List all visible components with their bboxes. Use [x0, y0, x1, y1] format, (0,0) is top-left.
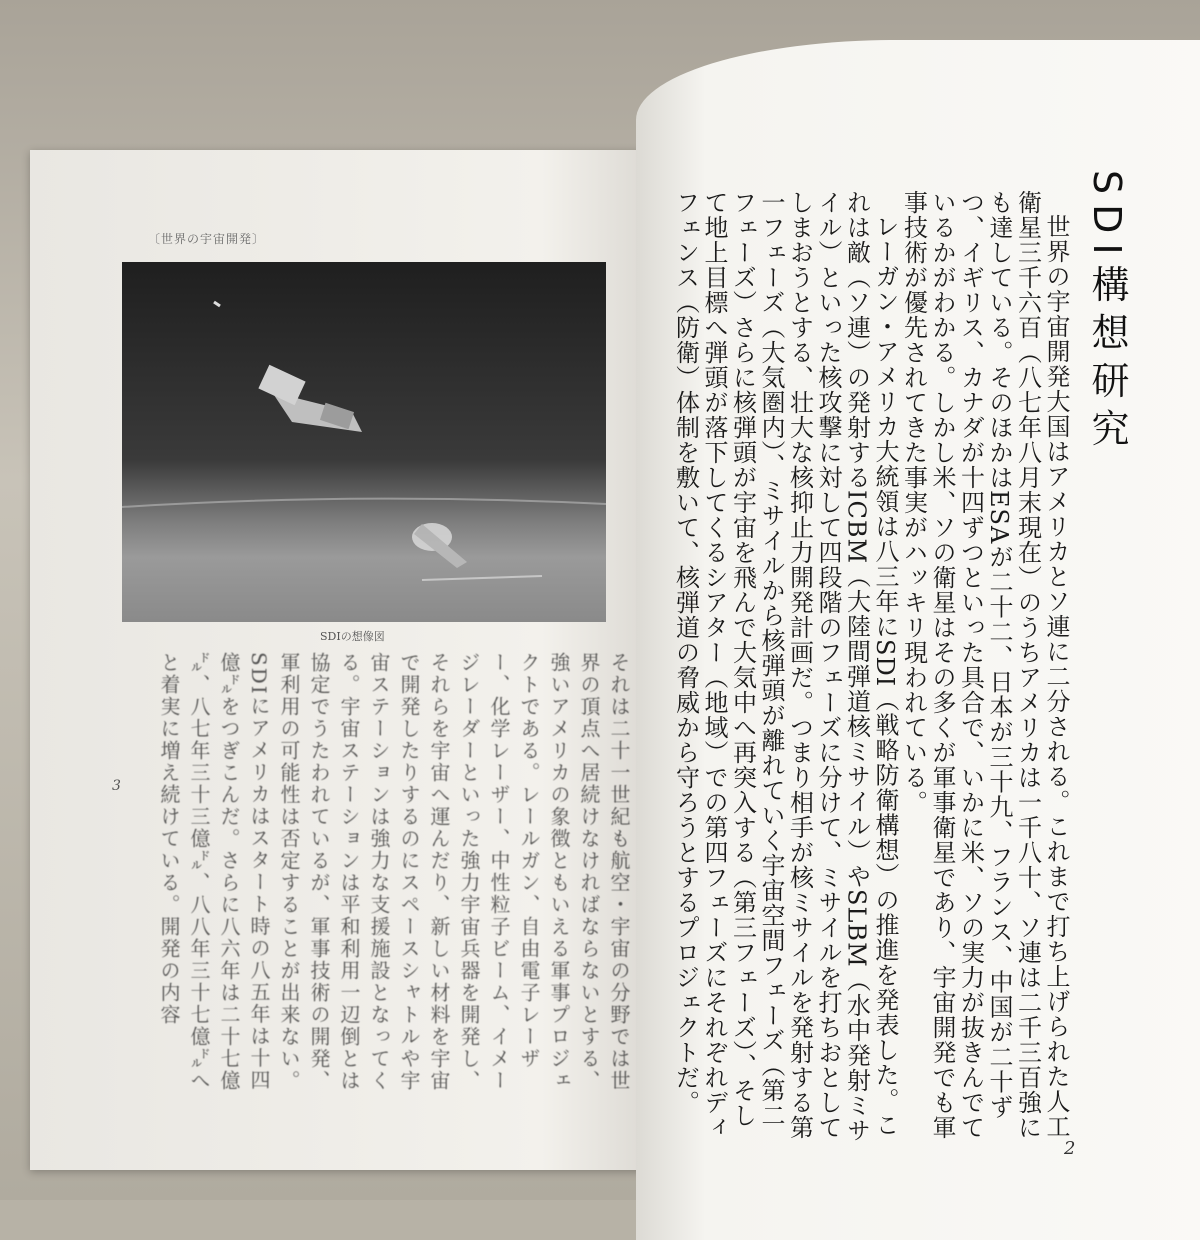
photo-caption: SDIの想像図: [320, 630, 385, 643]
left-page-body-text: それは二十一世紀も航空・宇宙の分野では世界の頂点へ居続けなければならないとする、強いアメリカの象徴ともいえる軍事プロジェクトである。レールガン、自由電子レーザー、化学レーザー、中性粒子ビーム、イメージレーダーといった強力宇宙兵器を開発し、それらを宇宙へ運んだり、新しい材料を宇宙で開発したりするのにスペースシャトルや宇宙ステーションは強力な支援施設となってくる。宇宙ステーションは平和利用一辺倒とは協定でうたわれているが、軍事技術の開発、軍利用の可能性は否定することが出来ない。SDIにアメリカはスタート時の八五年は十四億㌦をつぎこんだ。さらに八六年は二十七億㌦、八七年三十三億㌦、八八年三十七億㌦へと着実に増え続けている。開発の内容: [157, 652, 631, 1092]
paragraph-1: 世界の宇宙開発大国はアメリカとソ連に二分される。これまで打ち上げられた人工衛星三千六百（八七年八月末現在）のうちアメリカは一千八十、ソ連は二千三百強にも達している。そのほかはESAが二十二、日本が三十九、フランス、中国が二十ずつ、イギリス、カナダが十四ずつといった具合で、いかに米、ソの実力が抜きんでているかがわかる。しかし米、ソの衛星はその多くが軍事衛星であり、宇宙開発でも軍事技術が優先されてきた事実がハッキリ現われている。: [899, 190, 1070, 1140]
right-page-number: 2: [1064, 1138, 1076, 1159]
left-page-number: 3: [112, 778, 121, 794]
right-page-body-text: [650, 190, 1070, 1150]
sdi-illustration-photo: [122, 262, 606, 622]
paragraph-2: レーガン・アメリカ大統領は八三年にSDI（戦略防衛構想）の推進を発表した。これは敵（ソ連）の発射するICBM（大陸間弾道核ミサイル）やSLBM（水中発射ミサイル）といった核攻撃に対して四段階のフェーズに分けて、ミサイルを打ちおとしてしまおうとする、壮大な核抑止力開発計画だ。つまり相手が核ミサイルを発射する第一フェーズ（大気圏内）、ミサイルから核弾頭が離れていく宇宙空間フェーズ（第二フェーズ）さらに核弾頭が宇宙を飛んで大気中へ再突入する（第三フェーズ）、そして地上目標へ弾頭が落下してくるシアター（地域）での第四フェーズにそれぞれディフェンス（防衛）体制を敷いて、核弾道の脅威から守ろうとするプロジェクトだ。: [671, 190, 899, 1143]
photo-section-caption: 〔世界の宇宙開発〕: [148, 232, 266, 246]
section-heading: SDI構想研究: [1085, 170, 1129, 457]
